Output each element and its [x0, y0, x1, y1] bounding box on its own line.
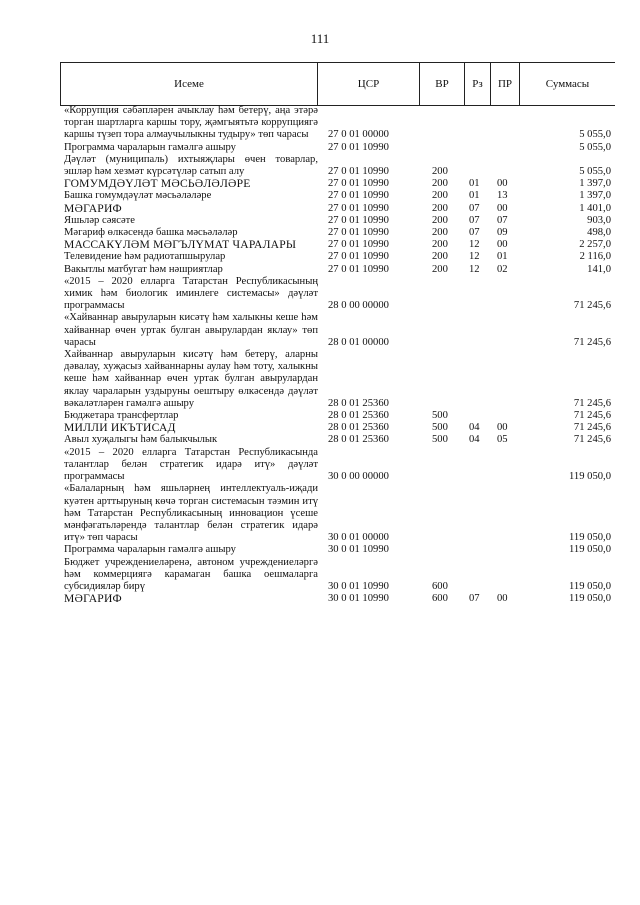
row-sum: 1 397,0: [579, 190, 611, 202]
row-name: Бюджет учреждениеләренә, автоном учреждениеләргә һәм коммерциягә карамаган башка оешмаларга субсидияләр бирү: [64, 556, 318, 592]
header-name: Исеме: [60, 63, 317, 105]
row-csr: 27 0 01 10990: [328, 141, 389, 153]
row-csr: 30 0 01 10990: [328, 580, 389, 592]
table-row: [64, 239, 615, 251]
row-sum: 141,0: [587, 263, 611, 275]
table-row: [64, 422, 615, 434]
row-sum: 1 397,0: [579, 178, 611, 190]
row-rz: 07: [469, 227, 480, 239]
header-rz: Рз: [464, 63, 490, 105]
row-csr: 27 0 01 10990: [328, 239, 389, 251]
row-pr: 07: [497, 214, 508, 226]
table-header: [60, 62, 615, 106]
header-sum: Суммасы: [519, 63, 615, 105]
row-csr: 28 0 01 25360: [328, 397, 389, 409]
row-rz: 07: [469, 202, 480, 214]
row-csr: 30 0 00 00000: [328, 471, 389, 483]
header-csr: ЦСР: [317, 63, 419, 105]
row-sum: 119 050,0: [569, 544, 611, 556]
row-sum: 71 245,6: [573, 410, 611, 422]
row-pr: 01: [497, 251, 508, 263]
table-row: [64, 593, 615, 605]
row-sum: 71 245,6: [573, 397, 611, 409]
row-rz: 04: [469, 434, 480, 446]
budget-table-body: [64, 105, 615, 605]
row-vr: 200: [432, 214, 448, 226]
row-name: МИЛЛИ ИКЪТИСАД: [64, 421, 176, 435]
row-csr: 30 0 01 10990: [328, 544, 389, 556]
row-pr: 09: [497, 227, 508, 239]
row-sum: 2 257,0: [579, 239, 611, 251]
row-rz: 12: [469, 251, 480, 263]
row-vr: 200: [432, 239, 448, 251]
row-name: «2015 – 2020 елларга Татарстан Республикасында талантлар белән стратегик идарә итү» дәүләт программасы: [64, 446, 318, 483]
row-name: Программа чараларын гамәлгә ашыру: [64, 141, 236, 153]
table-row: [64, 251, 615, 263]
row-name: Вакытлы матбугат һәм нәшриятлар: [64, 263, 223, 275]
row-pr: 00: [497, 239, 508, 251]
page-number: 111: [310, 31, 330, 46]
row-csr: 28 0 01 00000: [328, 336, 389, 348]
row-name: Башка гомумдәүләт мәсьәләләре: [64, 190, 212, 202]
table-row: [64, 190, 615, 202]
row-sum: 2 116,0: [579, 251, 611, 263]
row-name: МАССАКҮЛӘМ МӘГЪЛҮМАТ ЧАРАЛАРЫ: [64, 238, 297, 252]
row-csr: 28 0 01 25360: [328, 422, 389, 434]
row-name: «Балаларның һәм яшьләрнең интеллектуаль-иҗади куәтен арттыруның көчә торган системасын тәэмин итү һәм Татарстан Республикасының инновацион үсеше мәнфәгатьләрендә талантлар белән стратегик идарә итү» төп чарасы: [64, 483, 318, 544]
row-csr: 27 0 01 10990: [328, 263, 389, 275]
row-sum: 71 245,6: [573, 422, 611, 434]
row-rz: 12: [469, 239, 480, 251]
row-pr: 02: [497, 263, 508, 275]
row-csr: 27 0 01 00000: [328, 129, 389, 141]
row-pr: 00: [497, 178, 508, 190]
row-sum: 71 245,6: [573, 300, 611, 312]
row-vr: 600: [432, 580, 448, 592]
row-name: Телевидение һәм радиотапшырулар: [64, 251, 226, 263]
row-csr: 27 0 01 10990: [328, 251, 389, 263]
row-sum: 1 401,0: [579, 202, 611, 214]
table-row: [64, 276, 615, 313]
row-pr: 00: [497, 593, 508, 605]
row-vr: 200: [432, 166, 448, 178]
table-row: [64, 557, 615, 594]
table-row: [64, 434, 615, 446]
row-csr: 27 0 01 10990: [328, 190, 389, 202]
table-row: [64, 215, 615, 227]
row-pr: 05: [497, 434, 508, 446]
table-row: [64, 264, 615, 276]
row-rz: 04: [469, 422, 480, 434]
row-name: Дәүләт (муниципаль) ихтыяҗлары өчен товарлар, эшләр һәм хезмәт күрсәтүләр сатып алу: [64, 153, 318, 178]
row-csr: 27 0 01 10990: [328, 214, 389, 226]
row-name: Яшьләр сәясәте: [64, 214, 136, 226]
row-vr: 500: [432, 434, 448, 446]
row-vr: 200: [432, 227, 448, 239]
table-row: [64, 105, 615, 142]
row-rz: 12: [469, 263, 480, 275]
row-sum: 5 055,0: [579, 129, 611, 141]
row-csr: 28 0 01 25360: [328, 434, 389, 446]
row-name: Хайваннар авыруларын кисәтү һәм бетерү, аларны дәвалау, хуҗасыз хайваннарны аулау һәм тоту, халыкны кеше һәм хайваннар өчен уртак булган авырулардан яклау чараларын уздыруны оештыру өлкәсендә дәүләт вәкаләтләрен гамәлгә ашыру: [64, 349, 318, 409]
row-name: «2015 – 2020 елларга Татарстан Республикасының химик һәм биологик иминлеге системасы» дәүләт программасы: [64, 275, 318, 312]
table-row: [64, 483, 615, 544]
row-name: Бюджетара трансфертлар: [64, 410, 179, 422]
row-csr: 27 0 01 10990: [328, 202, 389, 214]
row-sum: 119 050,0: [569, 532, 611, 544]
row-sum: 71 245,6: [573, 434, 611, 446]
row-sum: 5 055,0: [579, 166, 611, 178]
row-vr: 200: [432, 202, 448, 214]
row-csr: 27 0 01 10990: [328, 227, 389, 239]
row-name: «Коррупция сәбәпләрен ачыклау һәм бетерү, аңа этәрә торган шартларга каршы тору, җәмгыятьтә коррупциягә каршы түзеп тора алмаучылыкны тудыру» төп чарасы: [64, 105, 318, 141]
row-sum: 5 055,0: [579, 141, 611, 153]
row-csr: 28 0 01 25360: [328, 410, 389, 422]
row-name: Авыл хуҗалыгы һәм балыкчылык: [64, 434, 218, 446]
row-rz: 07: [469, 214, 480, 226]
row-vr: 500: [432, 422, 448, 434]
row-sum: 71 245,6: [573, 336, 611, 348]
header-vr: ВР: [419, 63, 464, 105]
row-name: МӘГАРИФ: [64, 201, 122, 215]
row-sum: 119 050,0: [569, 593, 611, 605]
row-csr: 30 0 01 00000: [328, 532, 389, 544]
row-vr: 200: [432, 178, 448, 190]
row-vr: 500: [432, 410, 448, 422]
row-rz: 01: [469, 178, 480, 190]
table-row: [64, 154, 615, 178]
row-pr: 13: [497, 190, 508, 202]
row-rz: 07: [469, 593, 480, 605]
row-csr: 28 0 00 00000: [328, 300, 389, 312]
row-sum: 119 050,0: [569, 580, 611, 592]
row-vr: 200: [432, 190, 448, 202]
row-rz: 01: [469, 190, 480, 202]
row-pr: 00: [497, 422, 508, 434]
table-row: [64, 142, 615, 154]
row-sum: 119 050,0: [569, 471, 611, 483]
row-csr: 30 0 01 10990: [328, 593, 389, 605]
row-sum: 903,0: [587, 214, 611, 226]
row-csr: 27 0 01 10990: [328, 166, 389, 178]
row-name: МӘГАРИФ: [64, 592, 122, 606]
row-name: Мәгариф өлкәсендә башка мәсьәләләр: [64, 227, 238, 239]
row-vr: 200: [432, 251, 448, 263]
table-row: [64, 544, 615, 556]
header-pr: ПР: [490, 63, 519, 105]
row-csr: 27 0 01 10990: [328, 178, 389, 190]
row-name: ГОМУМДӘҮЛӘТ МӘСЬӘЛӘЛӘРЕ: [64, 177, 251, 191]
row-pr: 00: [497, 202, 508, 214]
row-vr: 200: [432, 263, 448, 275]
table-row: [64, 349, 615, 410]
row-sum: 498,0: [587, 227, 611, 239]
table-row: [64, 178, 615, 190]
row-name: «Хайваннар авыруларын кисәтү һәм халыкны кеше һәм хайваннар өчен уртак булган авырулардан яклау» төп чарасы: [64, 312, 318, 348]
table-row: [64, 447, 615, 484]
table-row: [64, 312, 615, 349]
row-vr: 600: [432, 593, 448, 605]
row-name: Программа чараларын гамәлгә ашыру: [64, 544, 236, 556]
table-row: [64, 203, 615, 215]
